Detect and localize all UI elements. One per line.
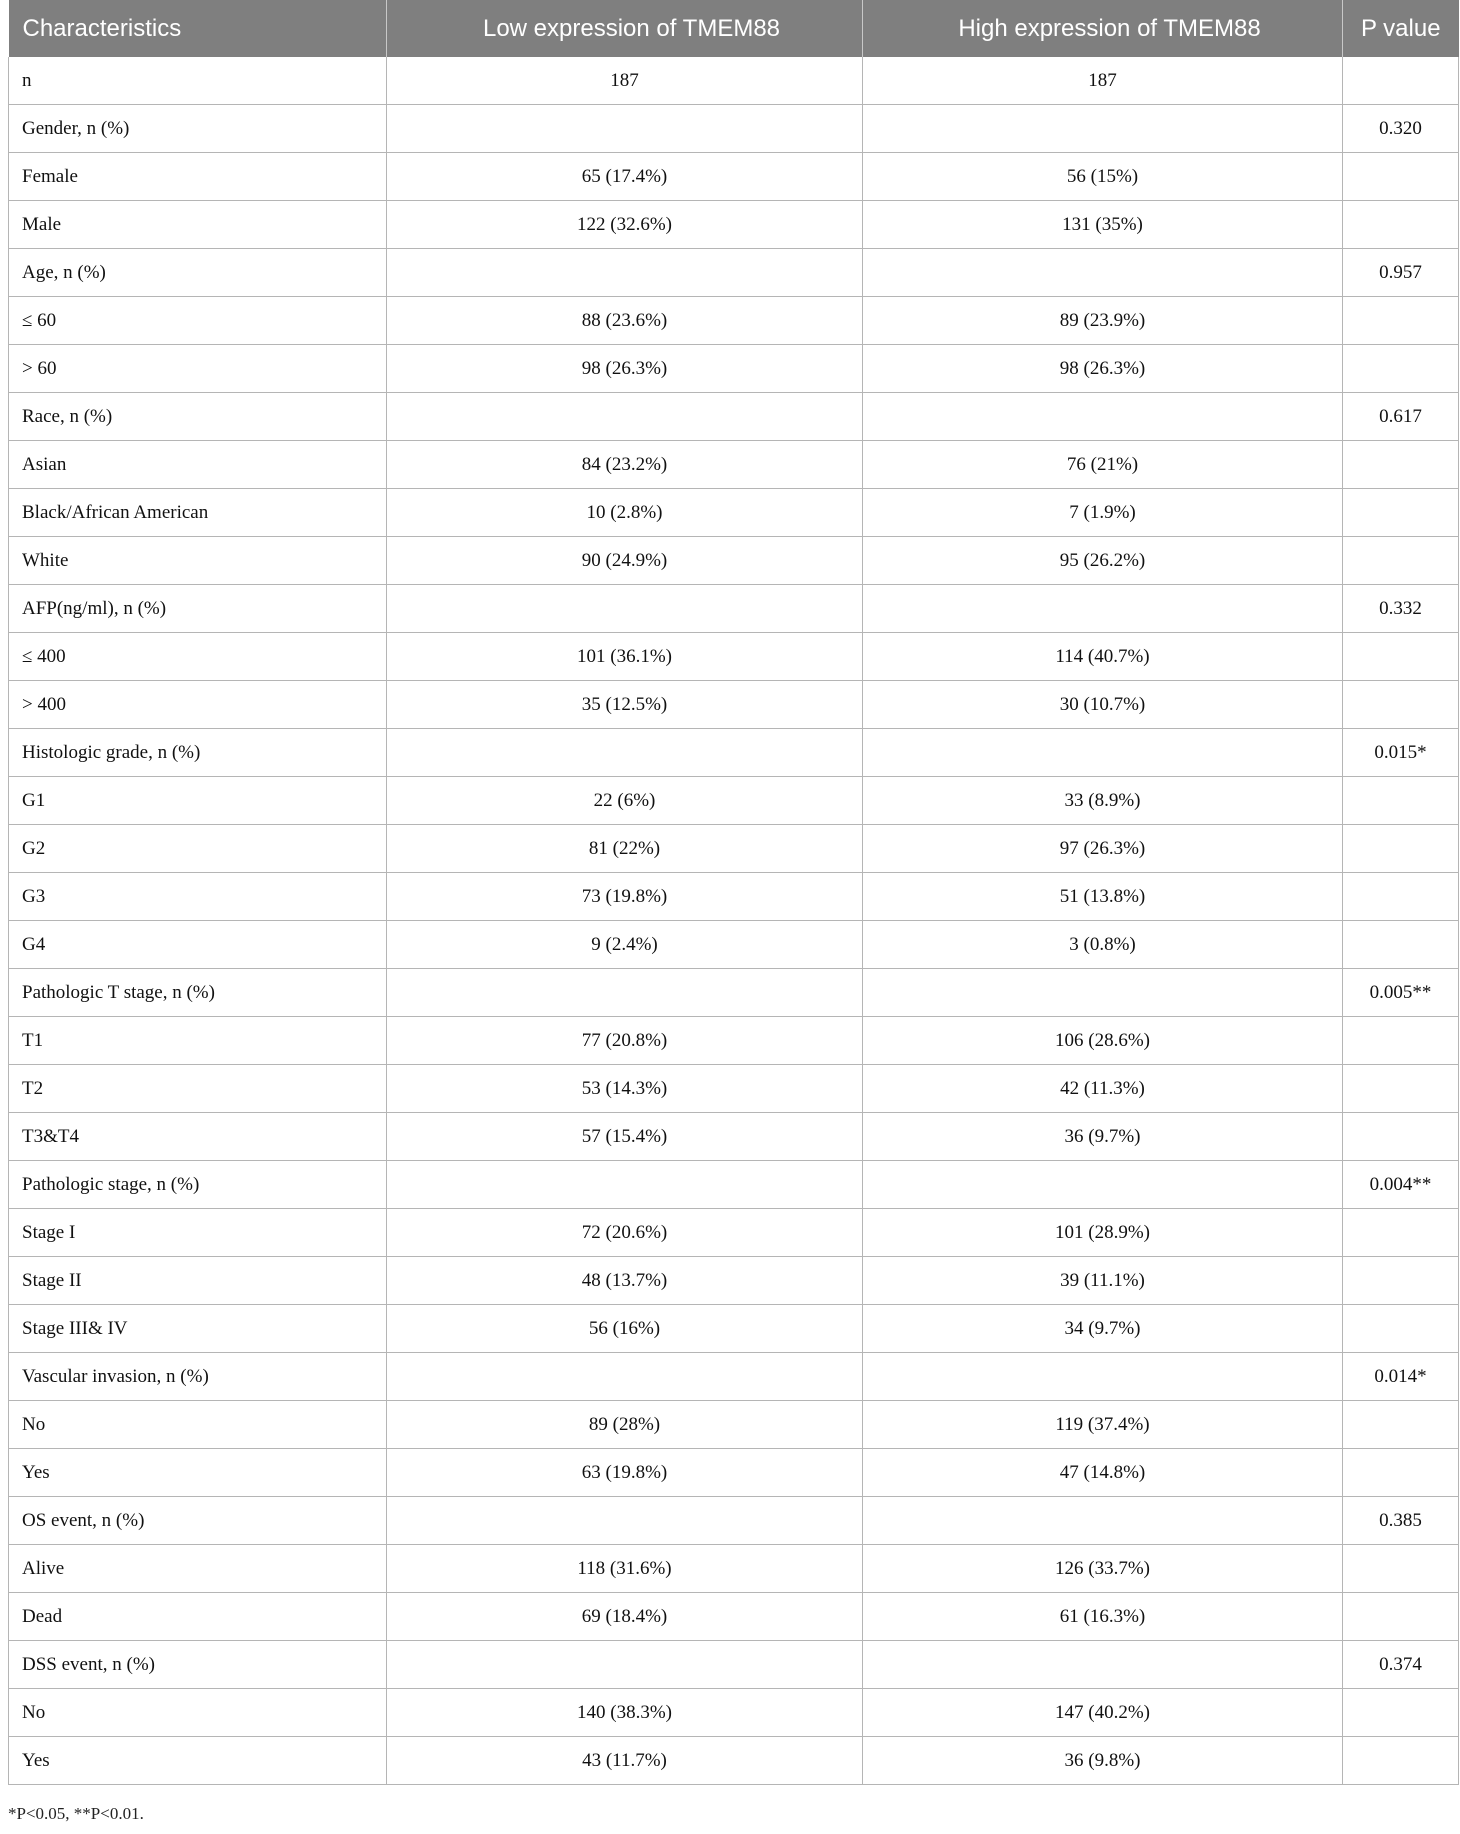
cell-low-expression: 101 (36.1%): [387, 633, 863, 681]
cell-p-value: [1343, 1305, 1459, 1353]
cell-low-expression: [387, 969, 863, 1017]
cell-high-expression: [863, 969, 1343, 1017]
cell-characteristic: T1: [9, 1017, 387, 1065]
header-low-expression: Low expression of TMEM88: [387, 0, 863, 57]
cell-low-expression: [387, 1353, 863, 1401]
cell-characteristic: Female: [9, 153, 387, 201]
cell-characteristic: G4: [9, 921, 387, 969]
cell-characteristic: n: [9, 57, 387, 105]
cell-p-value: 0.004**: [1343, 1161, 1459, 1209]
cell-low-expression: 9 (2.4%): [387, 921, 863, 969]
cell-low-expression: [387, 729, 863, 777]
cell-low-expression: 22 (6%): [387, 777, 863, 825]
cell-characteristic: Male: [9, 201, 387, 249]
cell-high-expression: [863, 729, 1343, 777]
cell-high-expression: 36 (9.7%): [863, 1113, 1343, 1161]
cell-low-expression: 10 (2.8%): [387, 489, 863, 537]
cell-characteristic: DSS event, n (%): [9, 1641, 387, 1689]
cell-p-value: [1343, 633, 1459, 681]
cell-characteristic: Stage II: [9, 1257, 387, 1305]
cell-p-value: [1343, 441, 1459, 489]
cell-characteristic: Race, n (%): [9, 393, 387, 441]
cell-high-expression: 95 (26.2%): [863, 537, 1343, 585]
cell-high-expression: 119 (37.4%): [863, 1401, 1343, 1449]
cell-characteristic: Black/African American: [9, 489, 387, 537]
cell-high-expression: 187: [863, 57, 1343, 105]
table-row: [9, 873, 1459, 921]
header-characteristics: Characteristics: [9, 0, 387, 57]
cell-characteristic: OS event, n (%): [9, 1497, 387, 1545]
cell-p-value: 0.320: [1343, 105, 1459, 153]
table-body: [9, 57, 1459, 1785]
table-row: [9, 1449, 1459, 1497]
table-row: [9, 585, 1459, 633]
cell-high-expression: 39 (11.1%): [863, 1257, 1343, 1305]
cell-characteristic: Yes: [9, 1737, 387, 1785]
cell-p-value: 0.014*: [1343, 1353, 1459, 1401]
cell-low-expression: 57 (15.4%): [387, 1113, 863, 1161]
cell-low-expression: 77 (20.8%): [387, 1017, 863, 1065]
cell-p-value: 0.015*: [1343, 729, 1459, 777]
cell-characteristic: AFP(ng/ml), n (%): [9, 585, 387, 633]
cell-low-expression: 118 (31.6%): [387, 1545, 863, 1593]
cell-high-expression: 89 (23.9%): [863, 297, 1343, 345]
cell-high-expression: 131 (35%): [863, 201, 1343, 249]
cell-characteristic: No: [9, 1401, 387, 1449]
cell-p-value: 0.957: [1343, 249, 1459, 297]
cell-low-expression: 81 (22%): [387, 825, 863, 873]
cell-high-expression: 106 (28.6%): [863, 1017, 1343, 1065]
table-row: [9, 633, 1459, 681]
cell-p-value: 0.617: [1343, 393, 1459, 441]
table-row: [9, 153, 1459, 201]
cell-low-expression: 90 (24.9%): [387, 537, 863, 585]
cell-high-expression: 36 (9.8%): [863, 1737, 1343, 1785]
table-row: [9, 441, 1459, 489]
cell-p-value: [1343, 681, 1459, 729]
cell-p-value: [1343, 57, 1459, 105]
table-row: [9, 345, 1459, 393]
table-row: [9, 1689, 1459, 1737]
cell-characteristic: Yes: [9, 1449, 387, 1497]
table-row: [9, 1353, 1459, 1401]
cell-p-value: [1343, 201, 1459, 249]
cell-low-expression: [387, 1161, 863, 1209]
cell-low-expression: 43 (11.7%): [387, 1737, 863, 1785]
cell-p-value: [1343, 825, 1459, 873]
cell-low-expression: 140 (38.3%): [387, 1689, 863, 1737]
cell-characteristic: Histologic grade, n (%): [9, 729, 387, 777]
cell-low-expression: 35 (12.5%): [387, 681, 863, 729]
cell-characteristic: > 60: [9, 345, 387, 393]
characteristics-table: [8, 0, 1459, 1785]
cell-low-expression: [387, 105, 863, 153]
cell-high-expression: 3 (0.8%): [863, 921, 1343, 969]
table-row: [9, 1545, 1459, 1593]
cell-characteristic: Age, n (%): [9, 249, 387, 297]
cell-high-expression: [863, 393, 1343, 441]
cell-high-expression: 51 (13.8%): [863, 873, 1343, 921]
cell-high-expression: 34 (9.7%): [863, 1305, 1343, 1353]
cell-characteristic: White: [9, 537, 387, 585]
header-row: [9, 0, 1459, 57]
header-high-expression: High expression of TMEM88: [863, 0, 1343, 57]
cell-high-expression: 47 (14.8%): [863, 1449, 1343, 1497]
cell-high-expression: [863, 1641, 1343, 1689]
cell-high-expression: 61 (16.3%): [863, 1593, 1343, 1641]
cell-p-value: [1343, 1401, 1459, 1449]
cell-low-expression: 72 (20.6%): [387, 1209, 863, 1257]
cell-characteristic: Asian: [9, 441, 387, 489]
cell-p-value: [1343, 1017, 1459, 1065]
table-row: [9, 201, 1459, 249]
cell-low-expression: 89 (28%): [387, 1401, 863, 1449]
cell-low-expression: [387, 249, 863, 297]
cell-p-value: [1343, 345, 1459, 393]
cell-characteristic: > 400: [9, 681, 387, 729]
cell-high-expression: 98 (26.3%): [863, 345, 1343, 393]
cell-characteristic: G2: [9, 825, 387, 873]
table-row: [9, 105, 1459, 153]
cell-high-expression: 101 (28.9%): [863, 1209, 1343, 1257]
cell-high-expression: 97 (26.3%): [863, 825, 1343, 873]
cell-p-value: [1343, 1065, 1459, 1113]
cell-characteristic: Pathologic stage, n (%): [9, 1161, 387, 1209]
cell-characteristic: Stage III& IV: [9, 1305, 387, 1353]
cell-high-expression: 147 (40.2%): [863, 1689, 1343, 1737]
cell-high-expression: 42 (11.3%): [863, 1065, 1343, 1113]
cell-low-expression: 84 (23.2%): [387, 441, 863, 489]
header-p-value: P value: [1343, 0, 1459, 57]
cell-p-value: 0.005**: [1343, 969, 1459, 1017]
cell-low-expression: 65 (17.4%): [387, 153, 863, 201]
cell-low-expression: [387, 393, 863, 441]
cell-p-value: [1343, 1545, 1459, 1593]
cell-high-expression: 126 (33.7%): [863, 1545, 1343, 1593]
cell-high-expression: [863, 1353, 1343, 1401]
cell-low-expression: 98 (26.3%): [387, 345, 863, 393]
cell-low-expression: 187: [387, 57, 863, 105]
cell-characteristic: No: [9, 1689, 387, 1737]
cell-low-expression: 53 (14.3%): [387, 1065, 863, 1113]
cell-p-value: [1343, 489, 1459, 537]
table-row: [9, 921, 1459, 969]
cell-p-value: [1343, 921, 1459, 969]
table-row: [9, 393, 1459, 441]
table-row: [9, 249, 1459, 297]
cell-p-value: [1343, 1113, 1459, 1161]
cell-high-expression: [863, 1497, 1343, 1545]
cell-p-value: [1343, 1257, 1459, 1305]
cell-p-value: [1343, 1449, 1459, 1497]
cell-low-expression: 73 (19.8%): [387, 873, 863, 921]
cell-low-expression: 48 (13.7%): [387, 1257, 863, 1305]
cell-characteristic: G3: [9, 873, 387, 921]
cell-high-expression: 7 (1.9%): [863, 489, 1343, 537]
table-row: [9, 1209, 1459, 1257]
table-row: [9, 1017, 1459, 1065]
table-container: [8, 0, 1458, 1785]
table-row: [9, 1497, 1459, 1545]
table-row: [9, 1065, 1459, 1113]
table-row: [9, 297, 1459, 345]
cell-low-expression: 56 (16%): [387, 1305, 863, 1353]
cell-p-value: 0.385: [1343, 1497, 1459, 1545]
cell-characteristic: Gender, n (%): [9, 105, 387, 153]
cell-p-value: [1343, 1689, 1459, 1737]
table-row: [9, 1737, 1459, 1785]
cell-low-expression: [387, 1641, 863, 1689]
cell-p-value: [1343, 777, 1459, 825]
table-row: [9, 1593, 1459, 1641]
table-row: [9, 537, 1459, 585]
cell-characteristic: ≤ 60: [9, 297, 387, 345]
table-row: [9, 1401, 1459, 1449]
cell-p-value: [1343, 1737, 1459, 1785]
cell-high-expression: [863, 105, 1343, 153]
table-row: [9, 1113, 1459, 1161]
cell-p-value: [1343, 1593, 1459, 1641]
table-row: [9, 969, 1459, 1017]
cell-p-value: [1343, 1209, 1459, 1257]
cell-characteristic: Pathologic T stage, n (%): [9, 969, 387, 1017]
cell-characteristic: T3&T4: [9, 1113, 387, 1161]
cell-p-value: [1343, 537, 1459, 585]
cell-p-value: [1343, 873, 1459, 921]
table-header: [9, 0, 1459, 57]
cell-characteristic: G1: [9, 777, 387, 825]
cell-characteristic: Stage I: [9, 1209, 387, 1257]
cell-p-value: 0.374: [1343, 1641, 1459, 1689]
cell-characteristic: T2: [9, 1065, 387, 1113]
cell-low-expression: [387, 1497, 863, 1545]
table-footnote: *P<0.05, **P<0.01.: [8, 1804, 144, 1823]
cell-characteristic: Alive: [9, 1545, 387, 1593]
cell-low-expression: 122 (32.6%): [387, 201, 863, 249]
cell-characteristic: Vascular invasion, n (%): [9, 1353, 387, 1401]
cell-high-expression: 56 (15%): [863, 153, 1343, 201]
table-row: [9, 777, 1459, 825]
table-row: [9, 489, 1459, 537]
cell-low-expression: 69 (18.4%): [387, 1593, 863, 1641]
table-row: [9, 57, 1459, 105]
table-row: [9, 1257, 1459, 1305]
cell-low-expression: [387, 585, 863, 633]
cell-high-expression: [863, 249, 1343, 297]
cell-p-value: [1343, 153, 1459, 201]
cell-high-expression: [863, 1161, 1343, 1209]
table-row: [9, 1161, 1459, 1209]
cell-p-value: 0.332: [1343, 585, 1459, 633]
cell-high-expression: 33 (8.9%): [863, 777, 1343, 825]
cell-characteristic: ≤ 400: [9, 633, 387, 681]
table-row: [9, 1305, 1459, 1353]
cell-high-expression: 76 (21%): [863, 441, 1343, 489]
table-row: [9, 1641, 1459, 1689]
cell-low-expression: 88 (23.6%): [387, 297, 863, 345]
cell-low-expression: 63 (19.8%): [387, 1449, 863, 1497]
cell-high-expression: 114 (40.7%): [863, 633, 1343, 681]
table-row: [9, 681, 1459, 729]
cell-characteristic: Dead: [9, 1593, 387, 1641]
cell-p-value: [1343, 297, 1459, 345]
cell-high-expression: 30 (10.7%): [863, 681, 1343, 729]
table-row: [9, 825, 1459, 873]
table-row: [9, 729, 1459, 777]
cell-high-expression: [863, 585, 1343, 633]
